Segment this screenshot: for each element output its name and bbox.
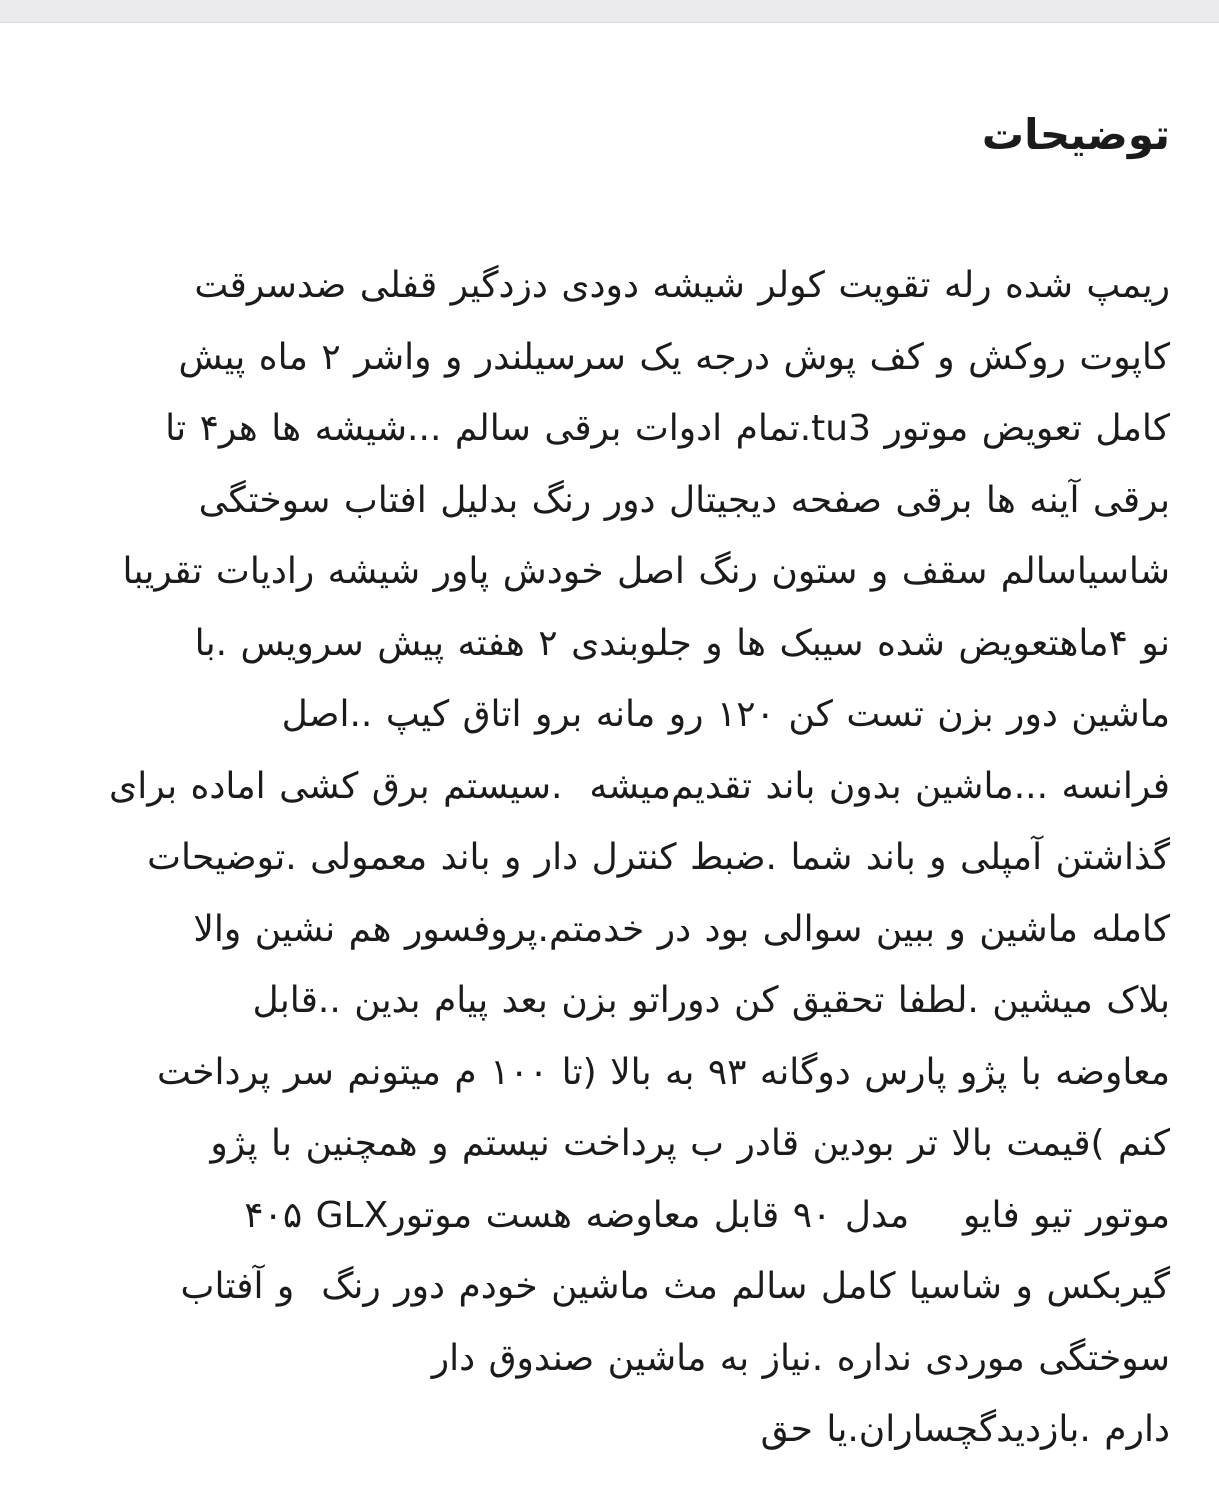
description-text: ریمپ شده رله تقویت کولر شیشه دودی دزدگیر قفلی ضدسرقت کاپوت روکش و کف پوش درجه یک سرسیلندر و واشر ۲ ماه پیش کامل تعویض موتور tu3.تمام ادوات برقی سالم ...شیشه ها هر۴ تا برقی آینه ها برقی صفحه دیجیتال دور رنگ بدلیل افتاب سوختگی شاسیاسالم سقف و ستون رنگ اصل خودش پاور شیشه رادیات تقریبا نو ۴ماهتعویض شده سیبک ها و جلوبندی ۲ هفته پیش سرویس .با ماشین دور بزن تست کن ۱۲۰ رو مانه برو اتاق کیپ ..اصل فرانسه ...ماشین بدون باند تقدیم‌میشه .سیستم برق کشی اماده برای گذاشتن آمپلی و باند شما .ضبط کنترل دار و باند معمولی .توضیحات کامله ماشین و ببین سوالی بود در خدمتم.پروفسور هم نشین والا بلاک میشین .لطفا تحقیق کن دوراتو بزن بعد پیام بدین ..قابل معاوضه با پژو پارس دوگانه ۹۳ به بالا (تا ۱۰۰ م میتونم سر پرداخت کنم )قیمت بالا تر بودین قادر ب پرداخت نیستم و همچنین با پژو ۴۰۵ GLXموتور تیو فایو مدل ۹۰ قابل معاوضه هست موتور گیربکس و شاسیا کامل سالم مث ماشین خودم دور رنگ و آفتاب سوختگی موردی نداره .نیاز به ماشین صندوق دار دارم .بازدیدگچساران.یا حق — [109, 265, 1170, 1450]
top-bar — [0, 0, 1219, 23]
description-section — [40, 90, 1170, 1466]
section-title: توضیحات — [981, 110, 1170, 159]
